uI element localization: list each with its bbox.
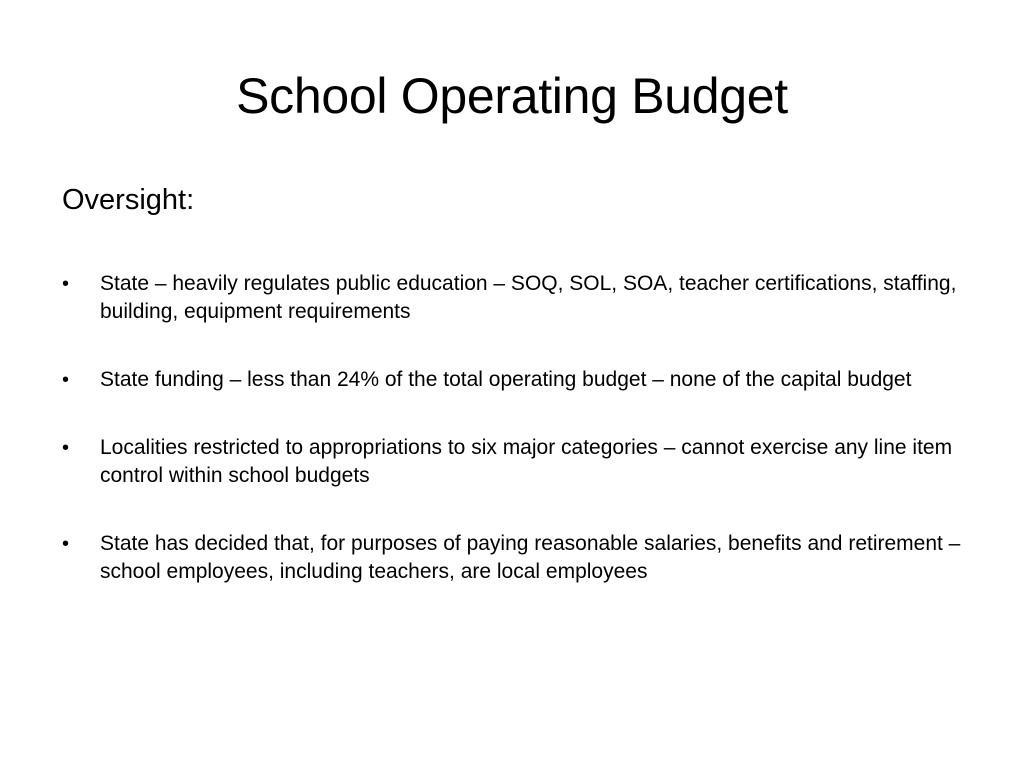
bullet-icon: • bbox=[62, 273, 70, 295]
bullet-item bbox=[62, 366, 962, 394]
bullet-list bbox=[62, 270, 962, 626]
bullet-item bbox=[62, 270, 962, 326]
bullet-text: State – heavily regulates public education – SOQ, SOL, SOA, teacher certifications, staffing, building, equipment requirements bbox=[100, 272, 957, 323]
bullet-item bbox=[62, 530, 962, 586]
bullet-text: State funding – less than 24% of the total operating budget – none of the capital budget bbox=[100, 368, 912, 391]
bullet-icon: • bbox=[62, 437, 70, 459]
bullet-item bbox=[62, 434, 962, 490]
slide-subheading: Oversight: bbox=[62, 184, 195, 216]
slide-title: School Operating Budget bbox=[236, 68, 788, 124]
bullet-text: Localities restricted to appropriations to six major categories – cannot exercise any line item control within school budgets bbox=[100, 436, 953, 487]
bullet-text: State has decided that, for purposes of paying reasonable salaries, benefits and retirement – school employees, including teachers, are local employees bbox=[100, 532, 961, 583]
bullet-icon: • bbox=[62, 369, 70, 391]
bullet-icon: • bbox=[62, 533, 70, 555]
